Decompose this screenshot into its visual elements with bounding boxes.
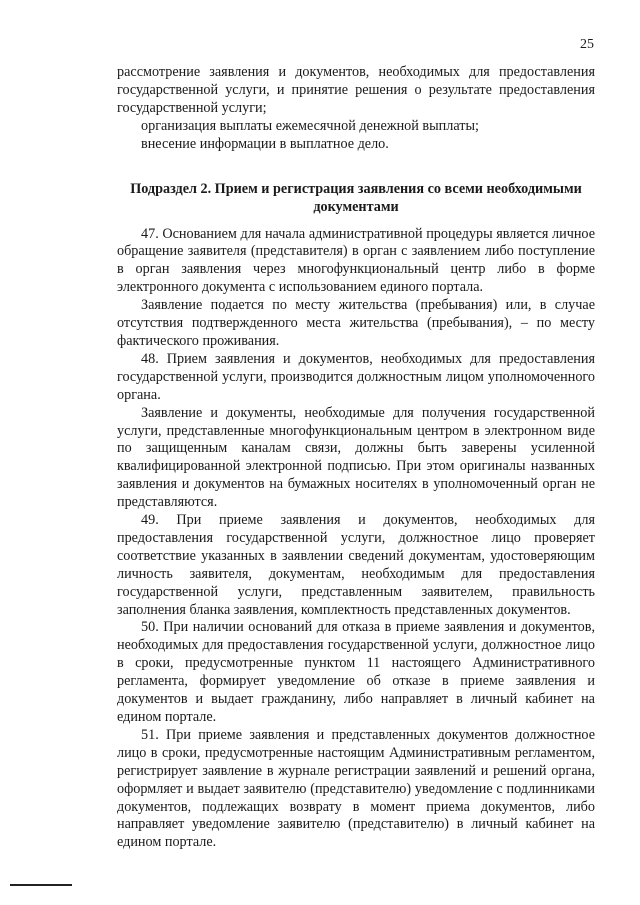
paragraph-51: 51. При приеме заявления и представленных документов должностное лицо в сроки, предусмотренные настоящим Административным регламентом, регистрирует заявление в журнале регистрации заявлений и решений органа, оформляет и выдает заявителю (представителю) уведомление с подлинниками документов, подлежащих возврату в момент приема документов, либо направляет уведомление заявителю (представителю) в личный кабинет на едином портале.: [117, 726, 595, 851]
paragraph-49: 49. При приеме заявления и документов, необходимых для предоставления государственной услуги, должностное лицо проверяет соответствие указанных в заявлении сведений документам, удостоверяющим личность заявителя, документам, необходимым для предоставления государственной услуги, представленным заявителем, правильность заполнения бланка заявления, комплектность представленных документов.: [117, 512, 595, 618]
paragraph-50: 50. При наличии оснований для отказа в приеме заявления и документов, необходимых для предоставления государственной услуги, должностное лицо в сроки, предусмотренные пунктом 11 настоящего Административного регламента, формирует уведомление об отказе в приеме заявления и документов и выдает гражданину, либо направляет в личный кабинет на едином портале.: [117, 619, 595, 725]
subsection-heading: Подраздел 2. Прием и регистрация заявления со всеми необходимыми документами: [130, 180, 582, 215]
paragraph-48-continued: Заявление и документы, необходимые для получения государственной услуги, представленные многофункциональным центром в электронном виде по защищенным каналам связи, должны быть заверены усиленной квалифицированной электронной подписью. При этом оригиналы названных заявления и документов на бумажных носителях в уполномоченный орган не представляются.: [117, 404, 595, 511]
paragraph-47-continued: Заявление подается по месту жительства (пребывания) или, в случае отсутствия подтвержденного места жительства (пребывания), – по месту фактического проживания.: [117, 297, 595, 349]
top-paragraph-3: внесение информации в выплатное дело.: [141, 135, 389, 152]
paragraph-48: 48. Прием заявления и документов, необходимых для предоставления государственной услуги, производится должностным лицом уполномоченного органа.: [117, 350, 595, 403]
footer-rule: [10, 884, 72, 886]
page-number: 25: [580, 37, 594, 52]
top-paragraph-1: рассмотрение заявления и документов, необходимых для предоставления государственной услуги, и принятие решения о результате предоставления государственной услуги;: [117, 64, 595, 116]
top-paragraph-2: организация выплаты ежемесячной денежной выплаты;: [141, 117, 479, 134]
document-body: [117, 64, 595, 852]
paragraph-47: 47. Основанием для начала административной процедуры является личное обращение заявителя (представителя) в орган с заявлением либо поступление в орган заявления через многофункциональный центр либо в форме электронного документа с использованием единого портала.: [117, 225, 595, 296]
